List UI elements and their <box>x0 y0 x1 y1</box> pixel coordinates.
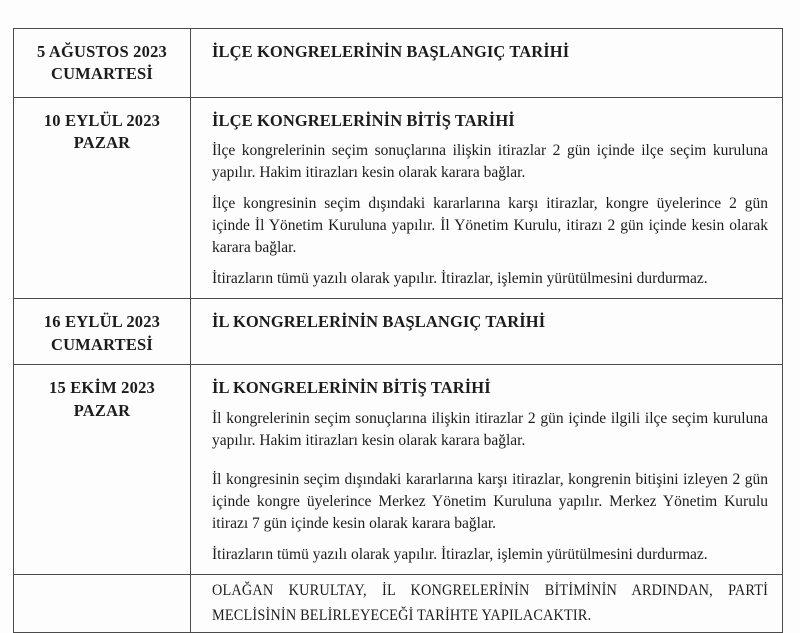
table-row <box>14 299 783 365</box>
content-cell <box>191 574 783 633</box>
day-text: CUMARTESİ <box>50 64 154 84</box>
congress-schedule-table <box>13 28 783 633</box>
date-cell <box>14 299 191 365</box>
paragraph: İlçe kongrelerinin seçim sonuçlarına ilişkin itirazlar 2 gün içinde ilçe seçim kuruluna yapılır. Hakim itirazları kesin olarak karara bağlar. <box>212 142 768 182</box>
paragraph: İlçe kongresinin seçim dışındaki kararlarına karşı itirazlar, kongre üyelerince 2 gün içinde İl Yönetim Kuruluna yapılır. İl Yönetim Kurulu, itirazı 2 gün içinde kesin olarak karara bağlar. <box>212 195 768 257</box>
content-cell <box>191 98 783 299</box>
date-text: 15 EKİM 2023 <box>49 378 155 398</box>
date-text: 5 AĞUSTOS 2023 <box>37 42 167 61</box>
date-text: 10 EYLÜL 2023 <box>43 111 161 130</box>
date-cell <box>14 29 191 98</box>
paragraph: İl kongresinin seçim dışındaki kararlarına karşı itirazlar, kongrenin bitişini izleyen 2 gün içinde kongre üyelerince Merkez Yönetim Kuruluna yapılır. Merkez Yönetim Kurulu itirazı 7 gün içinde kesin olarak karara bağlar. <box>212 470 768 532</box>
table-row <box>14 574 783 633</box>
paragraph: İl kongrelerinin seçim sonuçlarına ilişkin itirazlar 2 gün içinde ilgili ilçe seçim kuruluna yapılır. Hakim itirazları kesin olarak karara bağlar. <box>212 409 768 449</box>
table-row <box>14 365 783 574</box>
row-title: İLÇE KONGRELERİNİN BAŞLANGIÇ TARİHİ <box>212 42 570 61</box>
table-row <box>14 98 783 299</box>
day-text: PAZAR <box>73 133 131 153</box>
content-cell <box>191 299 783 365</box>
date-cell-empty <box>14 574 191 633</box>
note-text: OLAĞAN KURULTAY, İL KONGRELERİNİN BİTİMİNİN ARDINDAN, PARTİ MECLİSİNİN BELİRLEYECEĞİ TARİHTE YAPILACAKTIR. <box>212 581 769 624</box>
date-cell <box>14 98 191 299</box>
row-title: İLÇE KONGRELERİNİN BİTİŞ TARİHİ <box>212 111 515 130</box>
day-text: PAZAR <box>73 400 131 420</box>
content-cell <box>191 29 783 98</box>
date-text: 16 EYLÜL 2023 <box>43 312 161 332</box>
paragraph: İtirazların tümü yazılı olarak yapılır. İtirazlar, işlemin yürütülmesini durdurmaz. <box>212 270 708 288</box>
row-title: İL KONGRELERİNİN BİTİŞ TARİHİ <box>212 378 491 398</box>
day-text: CUMARTESİ <box>50 334 154 354</box>
table-row <box>14 29 783 98</box>
paragraph: İtirazların tümü yazılı olarak yapılır. İtirazlar, işlemin yürütülmesini durdurmaz. <box>212 545 708 563</box>
note-wrap <box>212 579 768 629</box>
content-cell <box>191 365 783 574</box>
date-cell <box>14 365 191 574</box>
row-title: İL KONGRELERİNİN BAŞLANGIÇ TARİHİ <box>212 312 546 332</box>
